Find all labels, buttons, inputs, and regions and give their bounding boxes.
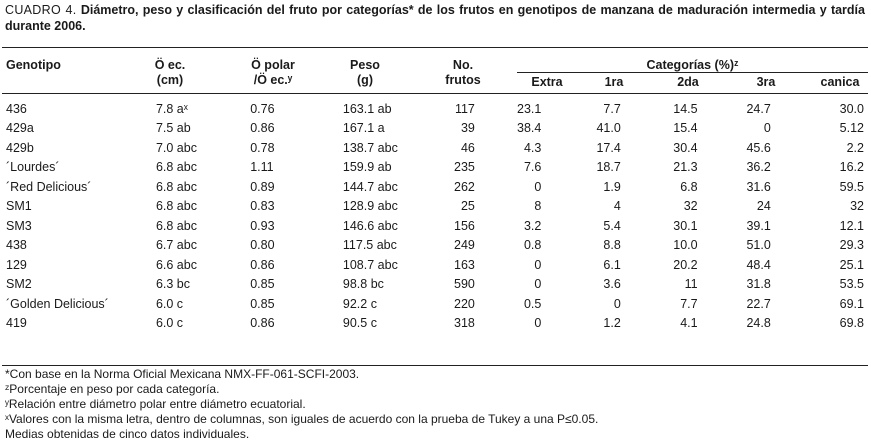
cell-r1: 5.4 xyxy=(603,218,621,233)
cell-r2: 20.2 xyxy=(673,257,698,272)
cell-extra: 4.3 xyxy=(523,140,542,155)
cell-ec: 6.0 c xyxy=(155,296,184,311)
cell-r3: 36.2 xyxy=(746,160,771,175)
cell-r1: 1.9 xyxy=(603,179,621,194)
cell-frutos: 25 xyxy=(460,199,475,214)
cell-peso: 138.7 abc xyxy=(342,140,398,155)
header-1ra: 1ra xyxy=(604,75,624,89)
footnote-porcentaje: ᶻPorcentaje en peso por cada categoría. xyxy=(5,382,220,396)
table-row xyxy=(2,314,868,334)
cell-r3: 51.0 xyxy=(746,238,771,253)
cell-polar: 0.86 xyxy=(250,257,275,272)
cell-peso: 98.8 bc xyxy=(342,277,384,292)
cell-r2: 30.4 xyxy=(673,140,698,155)
cell-ec: 6.0 c xyxy=(155,316,184,331)
cell-r3: 22.7 xyxy=(746,296,771,311)
cell-polar: 0.76 xyxy=(250,101,275,116)
cell-r1: 4 xyxy=(613,199,621,214)
cell-frutos: 235 xyxy=(454,160,475,175)
cell-frutos: 117 xyxy=(454,101,475,116)
table-row xyxy=(2,275,868,295)
data-table xyxy=(2,99,868,333)
cell-r1: 3.6 xyxy=(603,277,621,292)
header-rule xyxy=(2,93,868,94)
cell-ec: 7.8 aˣ xyxy=(155,101,188,116)
cell-extra: 0 xyxy=(534,277,542,292)
cell-r1: 1.2 xyxy=(603,316,621,331)
cell-r2: 11 xyxy=(684,277,698,292)
cell-genotipo: ´Lourdes´ xyxy=(6,160,60,175)
table-row xyxy=(2,177,868,197)
cell-canica: 12.1 xyxy=(839,218,864,233)
cell-canica: 2.2 xyxy=(846,140,864,155)
cell-extra: 0 xyxy=(534,179,542,194)
cell-extra: 0 xyxy=(534,316,542,331)
cell-r3: 39.1 xyxy=(746,218,771,233)
cell-peso: 167.1 a xyxy=(342,121,385,136)
cell-r1: 0 xyxy=(613,296,621,311)
cell-canica: 16.2 xyxy=(839,160,864,175)
cell-canica: 69.8 xyxy=(839,316,864,331)
cell-r3: 24 xyxy=(756,199,771,214)
cell-r3: 45.6 xyxy=(746,140,771,155)
cell-extra: 0.5 xyxy=(523,296,542,311)
cell-genotipo: SM3 xyxy=(6,218,32,233)
table-row xyxy=(2,99,868,119)
cell-extra: 8 xyxy=(534,199,542,214)
cell-polar: 0.89 xyxy=(250,179,275,194)
table-row xyxy=(2,216,868,236)
cell-genotipo: 429b xyxy=(6,140,34,155)
cell-peso: 92.2 c xyxy=(342,296,377,311)
cell-frutos: 262 xyxy=(454,179,475,194)
top-rule xyxy=(2,47,868,48)
cell-r2: 32 xyxy=(683,199,698,214)
cell-peso: 146.6 abc xyxy=(342,218,398,233)
cell-ec: 6.3 bc xyxy=(155,277,191,292)
header-extra: Extra xyxy=(531,75,563,89)
cell-ec: 6.8 abc xyxy=(155,160,197,175)
header-3ra: 3ra xyxy=(756,75,776,89)
cell-r1: 18.7 xyxy=(596,160,621,175)
cell-polar: 0.85 xyxy=(250,277,275,292)
cell-extra: 7.6 xyxy=(523,160,542,175)
cell-canica: 59.5 xyxy=(839,179,864,194)
cell-ec: 6.8 abc xyxy=(155,179,197,194)
cell-extra: 0 xyxy=(534,257,542,272)
cell-frutos: 46 xyxy=(460,140,475,155)
cell-canica: 53.5 xyxy=(839,277,864,292)
caption-title: Diámetro, peso y clasificación del fruto por categorías* de los frutos en genotipos de manzana de maduración intermedia y tardía durante 2006. xyxy=(5,3,865,33)
cell-r2: 14.5 xyxy=(673,101,698,116)
cell-extra: 0.8 xyxy=(523,238,542,253)
cell-canica: 30.0 xyxy=(839,101,864,116)
cell-r1: 8.8 xyxy=(603,238,621,253)
cell-r2: 6.8 xyxy=(680,179,698,194)
cell-r1: 17.4 xyxy=(596,140,621,155)
cell-r1: 6.1 xyxy=(603,257,621,272)
footnote-tukey: ˣValores con la misma letra, dentro de columnas, son iguales de acuerdo con la prueba de Tukey a una P≤0.05. xyxy=(5,412,599,426)
cell-genotipo: 429a xyxy=(6,121,34,136)
header-frutos: No. frutos xyxy=(445,58,481,87)
cell-r3: 48.4 xyxy=(746,257,771,272)
footnote-norma: *Con base en la Norma Oficial Mexicana NMX-FF-061-SCFI-2003. xyxy=(5,367,360,381)
header-canica: canica xyxy=(820,75,860,89)
cell-canica: 29.3 xyxy=(839,238,864,253)
cell-r3: 31.6 xyxy=(746,179,771,194)
cell-genotipo: 129 xyxy=(6,257,27,272)
cell-r2: 30.1 xyxy=(673,218,698,233)
table-caption xyxy=(5,2,865,34)
bottom-rule xyxy=(2,365,868,366)
cell-r1: 7.7 xyxy=(603,101,621,116)
cell-canica: 25.1 xyxy=(839,257,864,272)
table-row xyxy=(2,236,868,256)
cell-peso: 144.7 abc xyxy=(342,179,398,194)
cell-extra: 23.1 xyxy=(517,101,542,116)
cell-r2: 15.4 xyxy=(673,121,698,136)
cell-ec: 6.8 abc xyxy=(155,199,197,214)
caption-label: CUADRO 4. xyxy=(5,3,77,17)
table-row xyxy=(2,138,868,158)
header-2da: 2da xyxy=(677,75,699,89)
cell-r2: 4.1 xyxy=(680,316,698,331)
cell-frutos: 156 xyxy=(454,218,475,233)
cell-genotipo: ´Red Delicious´ xyxy=(6,179,92,194)
cell-r3: 31.8 xyxy=(746,277,771,292)
cell-r3: 24.7 xyxy=(746,101,771,116)
table-row xyxy=(2,197,868,217)
cell-frutos: 39 xyxy=(460,121,475,136)
cell-r2: 21.3 xyxy=(673,160,698,175)
cell-frutos: 318 xyxy=(454,316,475,331)
header-genotipo: Genotipo xyxy=(6,58,61,72)
cell-canica: 69.1 xyxy=(839,296,864,311)
header-diam-ec: Ö ec. (cm) xyxy=(154,58,186,87)
cell-peso: 108.7 abc xyxy=(342,257,398,272)
cell-peso: 128.9 abc xyxy=(342,199,398,214)
cell-frutos: 249 xyxy=(454,238,475,253)
cell-polar: 0.93 xyxy=(250,218,275,233)
cell-polar: 0.86 xyxy=(250,121,275,136)
cell-canica: 32 xyxy=(850,199,864,214)
footnote-relacion: ʸRelación entre diámetro polar entre diámetro ecuatorial. xyxy=(5,397,306,411)
cell-ec: 7.5 ab xyxy=(155,121,191,136)
cell-frutos: 163 xyxy=(454,257,475,272)
table-row xyxy=(2,255,868,275)
cell-genotipo: 436 xyxy=(6,101,27,116)
table-row xyxy=(2,294,868,314)
cell-polar: 0.80 xyxy=(250,238,275,253)
cell-ec: 6.8 abc xyxy=(155,218,197,233)
cell-peso: 163.1 ab xyxy=(342,101,392,116)
cell-genotipo: SM1 xyxy=(6,199,32,214)
cell-r2: 7.7 xyxy=(680,296,698,311)
cell-polar: 1.11 xyxy=(250,160,274,175)
cell-ec: 6.6 abc xyxy=(155,257,197,272)
cell-polar: 0.83 xyxy=(250,199,275,214)
cell-r2: 10.0 xyxy=(673,238,698,253)
table-row xyxy=(2,158,868,178)
cell-canica: 5.12 xyxy=(839,121,864,136)
header-categorias: Categorías (%)ᶻ xyxy=(646,58,739,72)
cell-polar: 0.78 xyxy=(250,140,275,155)
cell-genotipo: SM2 xyxy=(6,277,32,292)
cell-r3: 0 xyxy=(763,121,771,136)
cell-r3: 24.8 xyxy=(746,316,771,331)
footnote-medias: Medias obtenidas de cinco datos individuales. xyxy=(5,427,250,441)
cell-ec: 7.0 abc xyxy=(155,140,197,155)
cell-peso: 90.5 c xyxy=(342,316,377,331)
cell-genotipo: 419 xyxy=(6,316,27,331)
cell-polar: 0.86 xyxy=(250,316,275,331)
header-diam-polar: Ö polar /Ö ec.ʸ xyxy=(251,58,295,87)
cell-genotipo: 438 xyxy=(6,238,27,253)
cell-ec: 6.7 abc xyxy=(155,238,197,253)
cell-polar: 0.85 xyxy=(250,296,275,311)
table-row xyxy=(2,119,868,139)
header-peso: Peso (g) xyxy=(350,58,380,87)
cell-peso: 159.9 ab xyxy=(342,160,392,175)
cell-r1: 41.0 xyxy=(596,121,621,136)
cell-peso: 117.5 abc xyxy=(342,238,397,253)
cell-frutos: 590 xyxy=(454,277,475,292)
cell-extra: 38.4 xyxy=(517,121,542,136)
cell-frutos: 220 xyxy=(454,296,475,311)
cell-extra: 3.2 xyxy=(523,218,542,233)
categorias-rule xyxy=(517,72,868,73)
cell-genotipo: ´Golden Delicious´ xyxy=(6,296,109,311)
